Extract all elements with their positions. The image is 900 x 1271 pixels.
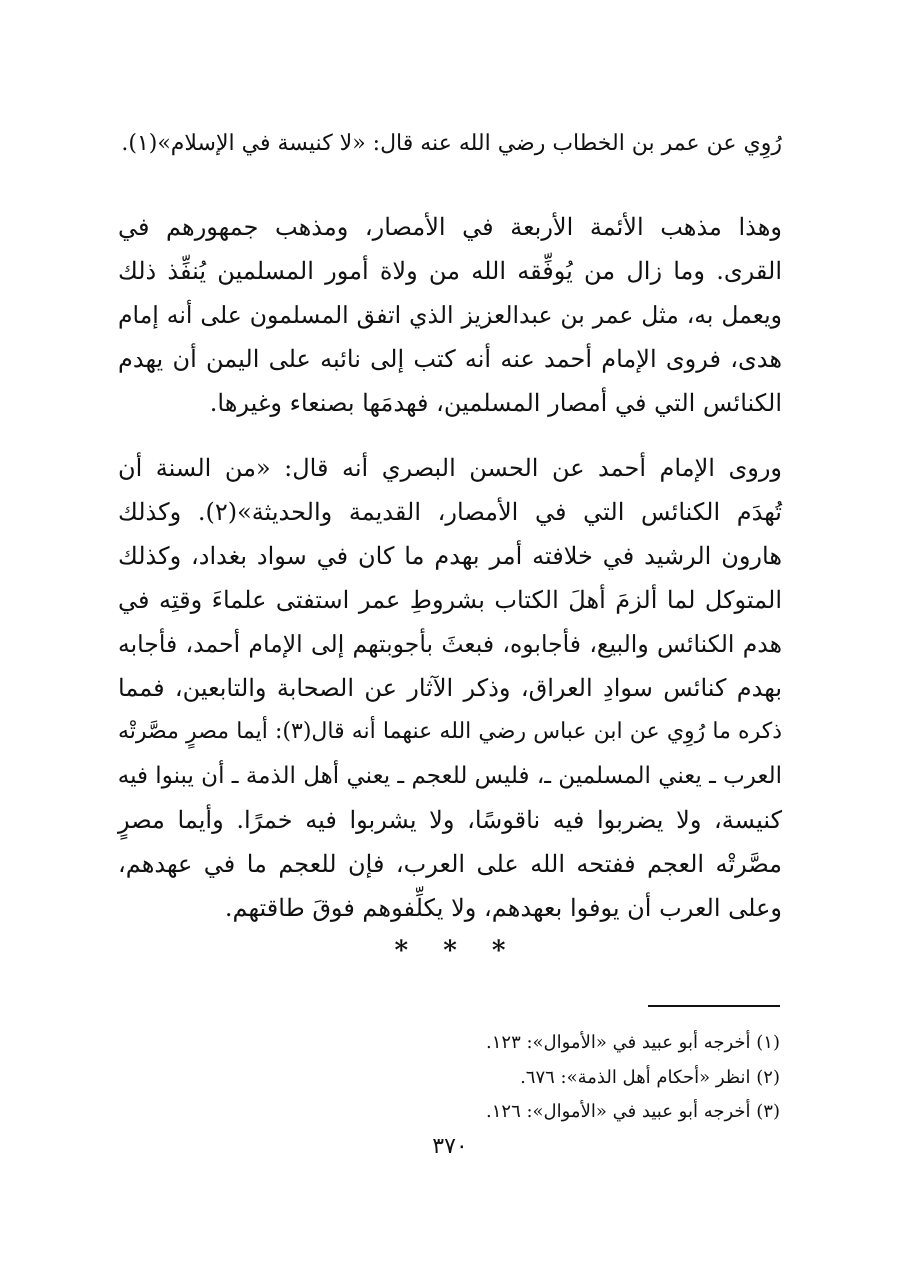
paragraph-3-line-11: وعلى العرب أن يوفوا بعهدهم، ولا يكلِّفوهم فوقَ طاقتهم. (224, 894, 782, 922)
footnote-2: (٢) انظر «أحكام أهل الذمة»: ٦٧٦. (520, 1067, 780, 1088)
paragraph-3-line-2: تُهدَم الكنائس التي في الأمصار، القديمة والحديثة»(٢). وكذلك (118, 498, 782, 526)
paragraph-3-line-10: مصَّرتْه العجم ففتحه الله على العرب، فإن للعجم ما في عهدهم، (118, 850, 782, 878)
paragraph-2-line-4: هدى، فروى الإمام أحمد عنه أنه كتب إلى نائبه على اليمن أن يهدم (118, 345, 782, 373)
footnote-3: (٣) أخرجه أبو عبيد في «الأموال»: ١٢٦. (486, 1101, 780, 1122)
paragraph-3-line-8: العرب ـ يعني المسلمين ـ، فليس للعجم ـ يعني أهل الذمة ـ أن يبنوا فيه (117, 763, 782, 789)
paragraph-2-line-3: ويعمل به، مثل عمر بن عبدالعزيز الذي اتفق المسلمون على أنه إمام (118, 301, 782, 329)
paragraph-3-line-3: هارون الرشيد في خلافته أمر بهدم ما كان في سواد بغداد، وكذلك (118, 542, 782, 570)
paragraph-3-line-1: وروى الإمام أحمد عن الحسن البصري أنه قال: «من السنة أن (118, 454, 782, 482)
section-separator: * * * (394, 936, 506, 966)
paragraph-1-line-1: رُوِي عن عمر بن الخطاب رضي الله عنه قال: «لا كنيسة في الإسلام»(١). (121, 131, 782, 156)
paragraph-3-line-6: بهدم كنائس سوادِ العراق، وذكر الآثار عن الصحابة والتابعين، فمما (118, 674, 783, 702)
page-number: ٣٧٠ (432, 1134, 468, 1159)
paragraph-3-line-7: ذكره ما رُوِي عن ابن عباس رضي الله عنهما أنه قال(٣): أيما مصرٍ مصَّرتْه (118, 719, 782, 744)
footnote-1: (١) أخرجه أبو عبيد في «الأموال»: ١٢٣. (486, 1032, 780, 1053)
paragraph-2-line-5: الكنائس التي في أمصار المسلمين، فهدمَها بصنعاء وغيرها. (209, 389, 782, 417)
paragraph-2-line-1: وهذا مذهب الأئمة الأربعة في الأمصار، ومذهب جمهورهم في (118, 213, 782, 241)
paragraph-2-line-2: القرى. وما زال من يُوفِّقه الله من ولاة أمور المسلمين يُنفِّذ ذلك (118, 257, 782, 285)
paragraph-3-line-4: المتوكل لما ألزمَ أهلَ الكتاب بشروطِ عمر استفتى علماءَ وقتِه في (118, 586, 782, 614)
footnote-rule (648, 1005, 780, 1007)
paragraph-3-line-5: هدم الكنائس والبيع، فأجابوه، فبعثَ بأجوبتهم إلى الإمام أحمد، فأجابه (118, 630, 782, 658)
paragraph-3-line-9: كنيسة، ولا يضربوا فيه ناقوسًا، ولا يشربوا فيه خمرًا. وأيما مصرٍ (118, 806, 782, 834)
